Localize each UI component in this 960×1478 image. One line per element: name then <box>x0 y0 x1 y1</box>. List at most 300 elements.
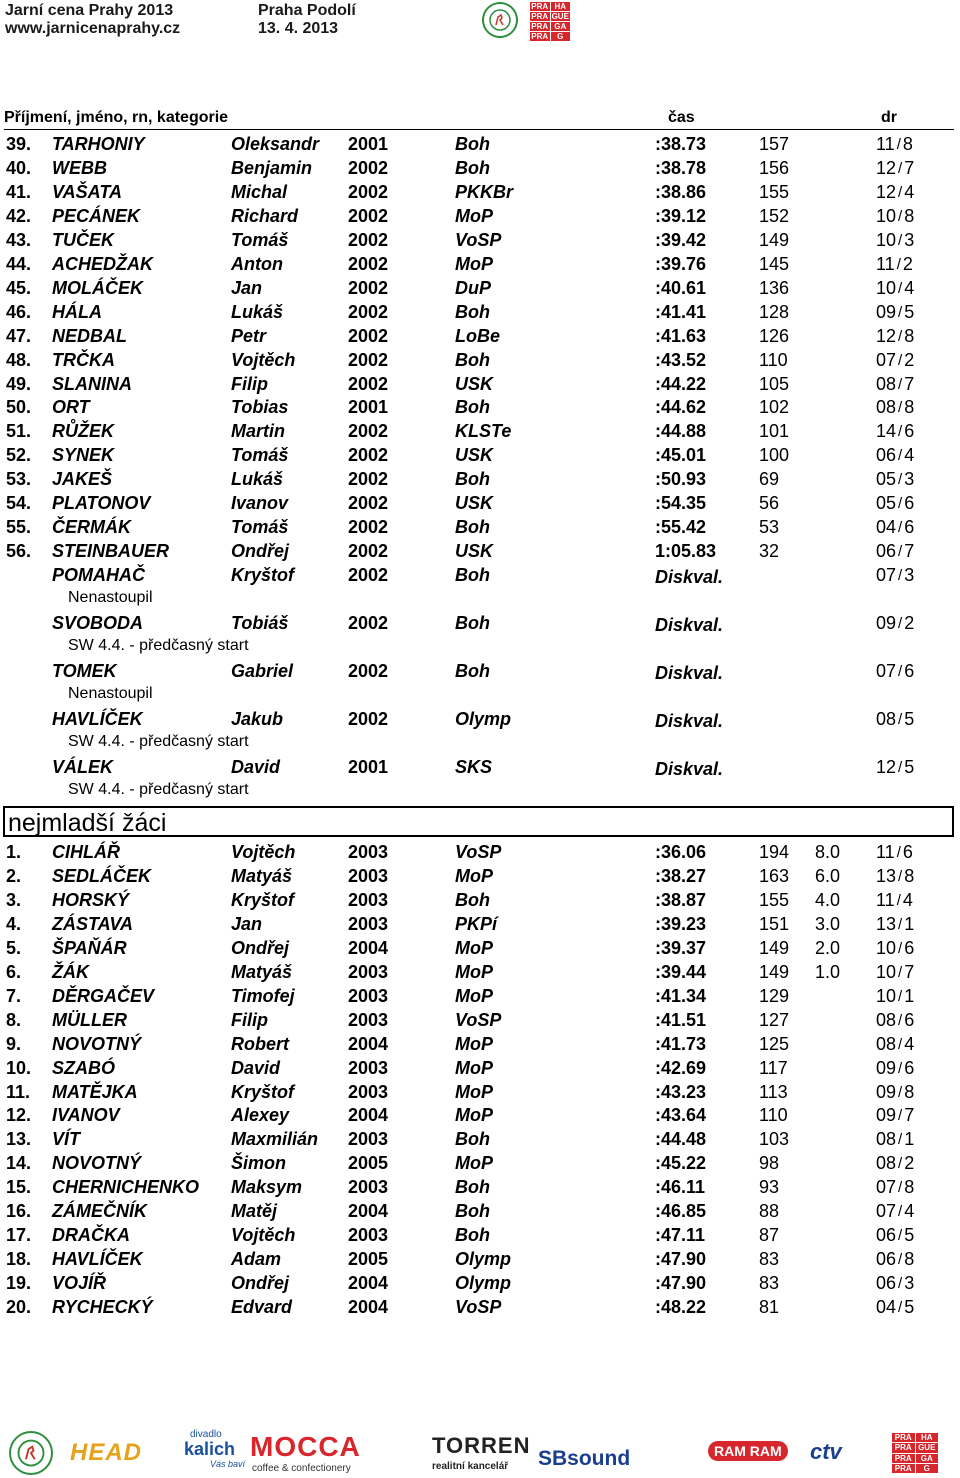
birth-year: 2001 <box>348 757 389 777</box>
time: :39.76 <box>655 254 707 274</box>
heat: 6 <box>904 938 915 958</box>
table-row <box>0 1080 960 1104</box>
sponsor-torren-logo: TORREN <box>432 1433 531 1458</box>
points: 157 <box>759 134 790 154</box>
points: 117 <box>759 1058 788 1078</box>
lane-heat <box>876 204 914 229</box>
heat: 2 <box>904 350 915 370</box>
heat: 4 <box>902 890 913 910</box>
heat: 2 <box>902 254 913 274</box>
birth-year: 2003 <box>348 962 389 982</box>
time: :42.69 <box>655 1058 707 1078</box>
points: 163 <box>759 866 790 886</box>
first-name: Maksym <box>231 1177 303 1197</box>
birth-year: 2003 <box>348 842 389 862</box>
table-row <box>0 1295 960 1319</box>
club: MoP <box>455 206 493 226</box>
lane: 07 <box>876 565 897 585</box>
birth-year: 2004 <box>348 1201 389 1221</box>
birth-year: 2002 <box>348 517 389 537</box>
lane-heat <box>876 252 913 277</box>
lane: 11 <box>876 134 895 154</box>
table-row <box>0 1127 960 1151</box>
lane: 09 <box>876 302 897 322</box>
lane: 08 <box>876 1010 897 1030</box>
rank: 52. <box>6 445 32 465</box>
separator: / <box>898 940 903 957</box>
rank: 4. <box>6 914 22 934</box>
status: Diskval. <box>655 615 724 635</box>
surname: PECÁNEK <box>52 206 141 226</box>
club-emblem-icon <box>482 2 518 38</box>
birth-year: 2002 <box>348 278 389 298</box>
club: MoP <box>455 1058 493 1078</box>
surname: RYCHECKÝ <box>52 1297 153 1317</box>
time: :36.06 <box>655 842 707 862</box>
heat: 7 <box>904 962 915 982</box>
table-row <box>0 539 960 563</box>
table-row <box>0 372 960 396</box>
rank: 54. <box>6 493 32 513</box>
surname: ZÁMEČNÍK <box>52 1201 147 1221</box>
points: 127 <box>759 1010 790 1030</box>
rank: 10. <box>6 1058 32 1078</box>
separator: / <box>898 352 903 369</box>
points: 136 <box>759 278 790 298</box>
time: :41.41 <box>655 302 707 322</box>
separator: / <box>898 1227 903 1244</box>
points: 53 <box>759 517 780 537</box>
table-row <box>0 755 960 779</box>
heat: 6 <box>904 1058 915 1078</box>
lane: 08 <box>876 1129 897 1149</box>
separator: / <box>898 1251 903 1268</box>
birth-year: 2002 <box>348 350 389 370</box>
table-row <box>0 888 960 912</box>
separator: / <box>898 280 903 297</box>
lane-heat <box>876 1175 914 1200</box>
rank: 16. <box>6 1201 32 1221</box>
lane: 12 <box>876 182 897 202</box>
club: Boh <box>455 1201 490 1221</box>
lane-heat <box>876 395 914 420</box>
table-row <box>0 252 960 276</box>
status: Diskval. <box>655 567 724 587</box>
sponsor-torren-sub: realitní kancelář <box>432 1461 509 1472</box>
separator: / <box>898 1155 903 1172</box>
praha-logo-cell: PRA <box>531 32 549 41</box>
rank: 42. <box>6 206 32 226</box>
club: MoP <box>455 866 493 886</box>
surname: SYNEK <box>52 445 115 465</box>
table-row <box>0 324 960 348</box>
lane: 06 <box>876 541 897 561</box>
club: Boh <box>455 890 490 910</box>
first-name: Ondřej <box>231 938 290 958</box>
heat: 7 <box>904 374 915 394</box>
header-divider <box>4 129 954 130</box>
lane: 05 <box>876 469 897 489</box>
praha-logo-cell: HA <box>551 2 571 11</box>
lane-heat <box>876 491 914 516</box>
lane: 11 <box>876 842 895 862</box>
lane: 09 <box>876 1082 897 1102</box>
rank: 19. <box>6 1273 32 1293</box>
points: 149 <box>759 230 790 250</box>
lane-heat <box>876 467 914 492</box>
first-name: Alexey <box>231 1105 290 1125</box>
birth-year: 2002 <box>348 158 389 178</box>
surname: JAKEŠ <box>52 469 113 489</box>
surname: TUČEK <box>52 230 114 250</box>
first-name: Vojtěch <box>231 350 296 370</box>
table-row <box>0 1056 960 1080</box>
birth-year: 2002 <box>348 541 389 561</box>
sponsor-mocca-sub: coffee & confectionery <box>252 1463 351 1474</box>
table-row <box>0 395 960 419</box>
first-name: Tomáš <box>231 230 289 250</box>
surname: HAVLÍČEK <box>52 709 143 729</box>
points: 149 <box>759 938 790 958</box>
first-name: Vojtěch <box>231 1225 296 1245</box>
club: MoP <box>455 1082 493 1102</box>
points: 56 <box>759 493 780 513</box>
first-name: Lukáš <box>231 302 284 322</box>
kangaroo-icon <box>16 1438 46 1468</box>
heat: 4 <box>904 182 915 202</box>
time: :39.12 <box>655 206 707 226</box>
sponsor-kalich-logo: kalich <box>184 1439 236 1459</box>
lane: 12 <box>876 757 897 777</box>
dr-value: 6.0 <box>815 866 841 886</box>
club: Boh <box>455 302 490 322</box>
rank: 41. <box>6 182 32 202</box>
heat: 7 <box>904 1105 915 1125</box>
separator: / <box>898 1275 903 1292</box>
club: PKPí <box>455 914 498 934</box>
surname: VÁLEK <box>52 757 114 777</box>
club: KLSTe <box>455 421 512 441</box>
surname: DĚRGAČEV <box>52 986 155 1006</box>
first-name: Lukáš <box>231 469 284 489</box>
points: 88 <box>759 1201 780 1221</box>
surname: ČERMÁK <box>52 517 131 537</box>
time: :54.35 <box>655 493 707 513</box>
rank: 13. <box>6 1129 32 1149</box>
heat: 8 <box>904 397 915 417</box>
time: :47.90 <box>655 1249 707 1269</box>
table-row <box>0 204 960 228</box>
rank: 55. <box>6 517 32 537</box>
birth-year: 2002 <box>348 302 389 322</box>
sponsor-head-logo: HEAD <box>70 1439 143 1466</box>
praha-logo-cell: HA <box>916 1433 939 1442</box>
separator: / <box>898 1107 903 1124</box>
club: Olymp <box>455 1273 512 1293</box>
lane-heat <box>876 1151 914 1176</box>
lane-heat <box>876 888 913 913</box>
birth-year: 2003 <box>348 986 389 1006</box>
birth-year: 2005 <box>348 1153 389 1173</box>
separator: / <box>896 256 901 273</box>
heat: 8 <box>904 1082 915 1102</box>
points: 113 <box>759 1082 788 1102</box>
surname: TARHONIY <box>52 134 145 154</box>
lane: 08 <box>876 1153 897 1173</box>
lane: 13 <box>876 866 897 886</box>
surname: VOJÍŘ <box>52 1273 107 1293</box>
surname: CHERNICHENKO <box>52 1177 200 1197</box>
rank: 51. <box>6 421 32 441</box>
sponsor-strip <box>0 1425 960 1478</box>
table-row <box>0 563 960 587</box>
table-row <box>0 1032 960 1056</box>
time: :39.44 <box>655 962 707 982</box>
praha-logo <box>892 1433 938 1473</box>
row-note: SW 4.4. - předčasný start <box>68 637 249 654</box>
club: VoSP <box>455 842 502 862</box>
rank: 49. <box>6 374 32 394</box>
points: 105 <box>759 374 790 394</box>
sponsor-kalich-sub: Vás baví <box>210 1459 246 1469</box>
first-name: Tobias <box>231 397 289 417</box>
lane: 05 <box>876 493 897 513</box>
lane: 07 <box>876 1201 897 1221</box>
table-row <box>0 491 960 515</box>
points: 100 <box>759 445 790 465</box>
sponsor-mocca-logo: MOCCA <box>250 1431 361 1462</box>
first-name: Benjamin <box>231 158 313 178</box>
time: :44.62 <box>655 397 707 417</box>
dr-value: 4.0 <box>815 890 841 910</box>
lane-heat <box>876 1247 914 1272</box>
separator: / <box>898 304 903 321</box>
surname: SVOBODA <box>52 613 144 633</box>
table-row <box>0 960 960 984</box>
table-row <box>0 180 960 204</box>
surname: VÍT <box>52 1129 81 1149</box>
separator: / <box>898 916 903 933</box>
heat: 7 <box>904 541 915 561</box>
surname: PLATONOV <box>52 493 151 513</box>
surname: POMAHAČ <box>52 565 145 585</box>
time: :41.51 <box>655 1010 707 1030</box>
praha-logo <box>530 2 570 41</box>
praha-logo-cell: PRA <box>892 1443 915 1452</box>
points: 155 <box>759 182 790 202</box>
lane-heat <box>876 276 914 301</box>
surname: CIHLÁŘ <box>52 842 120 862</box>
lane: 06 <box>876 1273 897 1293</box>
club: Olymp <box>455 1249 512 1269</box>
rank: 18. <box>6 1249 32 1269</box>
table-row <box>0 1271 960 1295</box>
table-row <box>0 228 960 252</box>
birth-year: 2002 <box>348 565 389 585</box>
separator: / <box>898 759 903 776</box>
surname: MÜLLER <box>52 1010 127 1030</box>
heat: 8 <box>904 326 915 346</box>
separator: / <box>898 519 903 536</box>
praha-logo-cell: GUE <box>916 1443 939 1452</box>
surname: DRAČKA <box>52 1225 130 1245</box>
rank: 43. <box>6 230 32 250</box>
praha-logo-cell: G <box>916 1464 939 1473</box>
table-row <box>0 300 960 324</box>
club: Boh <box>455 661 490 681</box>
birth-year: 2004 <box>348 1273 389 1293</box>
category-title: nejmladší žáci <box>3 806 954 837</box>
club: MoP <box>455 938 493 958</box>
points: 155 <box>759 890 790 910</box>
lane: 07 <box>876 350 897 370</box>
time: :41.63 <box>655 326 707 346</box>
surname: ŽÁK <box>52 962 89 982</box>
time: :47.90 <box>655 1273 707 1293</box>
heat: 1 <box>904 1129 915 1149</box>
status: Diskval. <box>655 663 724 683</box>
rank: 53. <box>6 469 32 489</box>
time: :44.22 <box>655 374 707 394</box>
separator: / <box>898 1179 903 1196</box>
surname: HÁLA <box>52 302 102 322</box>
surname: STEINBAUER <box>52 541 170 561</box>
first-name: Oleksandr <box>231 134 320 154</box>
rank: 3. <box>6 890 22 910</box>
club: Boh <box>455 158 490 178</box>
row-note: Nenastoupil <box>68 589 153 606</box>
heat: 8 <box>904 1177 915 1197</box>
praha-logo-cell: PRA <box>531 2 549 11</box>
surname: NOVOTNÝ <box>52 1034 142 1054</box>
heat: 5 <box>904 1297 915 1317</box>
points: 69 <box>759 469 780 489</box>
lane-heat <box>876 840 913 865</box>
dr-value: 2.0 <box>815 938 841 958</box>
time: :44.48 <box>655 1129 707 1149</box>
lane-heat <box>876 1103 914 1128</box>
lane-heat <box>876 419 914 444</box>
praha-logo-cell: G <box>551 32 571 41</box>
heat: 7 <box>904 158 915 178</box>
rank: 50. <box>6 397 32 417</box>
first-name: Ondřej <box>231 1273 290 1293</box>
separator: / <box>898 1036 903 1053</box>
sponsor-kalich-top: divadlo <box>190 1429 222 1440</box>
surname: ORT <box>52 397 90 417</box>
table-row <box>0 659 960 683</box>
points: 102 <box>759 397 790 417</box>
rank: 11. <box>6 1082 31 1102</box>
birth-year: 2003 <box>348 914 389 934</box>
praha-logo-cell: PRA <box>892 1454 915 1463</box>
first-name: Jan <box>231 278 263 298</box>
first-name: Jan <box>231 914 263 934</box>
club: Boh <box>455 397 490 417</box>
birth-year: 2002 <box>348 493 389 513</box>
first-name: Jakub <box>231 709 284 729</box>
time: :44.88 <box>655 421 707 441</box>
birth-year: 2004 <box>348 1105 389 1125</box>
event-website[interactable]: www.jarnicenaprahy.cz <box>5 20 181 37</box>
time: :46.11 <box>655 1177 706 1197</box>
heat: 3 <box>904 565 915 585</box>
surname: WEBB <box>52 158 107 178</box>
points: 152 <box>759 206 790 226</box>
table-row <box>0 348 960 372</box>
heat: 3 <box>904 469 915 489</box>
surname: SZABÓ <box>52 1058 115 1078</box>
club: DuP <box>455 278 491 298</box>
table-row <box>0 840 960 864</box>
lane: 07 <box>876 1177 897 1197</box>
birth-year: 2002 <box>348 469 389 489</box>
table-row <box>0 156 960 180</box>
table-row <box>0 1247 960 1271</box>
lane-heat <box>876 515 914 540</box>
rank: 20. <box>6 1297 32 1317</box>
heat: 6 <box>904 421 915 441</box>
points: 32 <box>759 541 780 561</box>
first-name: Petr <box>231 326 267 346</box>
lane-heat <box>876 1008 914 1033</box>
surname: TOMEK <box>52 661 117 681</box>
first-name: Tomáš <box>231 445 289 465</box>
table-row <box>0 984 960 1008</box>
first-name: Anton <box>231 254 283 274</box>
first-name: Tobiáš <box>231 613 289 633</box>
points: 93 <box>759 1177 780 1197</box>
club: USK <box>455 493 494 513</box>
separator: / <box>898 663 903 680</box>
birth-year: 2003 <box>348 1058 389 1078</box>
first-name: Matyáš <box>231 962 293 982</box>
club: Boh <box>455 469 490 489</box>
heat: 6 <box>902 842 913 862</box>
table-row <box>0 1103 960 1127</box>
heat: 6 <box>904 517 915 537</box>
club: USK <box>455 445 494 465</box>
first-name: Filip <box>231 1010 268 1030</box>
lane-heat <box>876 707 914 732</box>
separator: / <box>896 844 901 861</box>
praha-logo-cell: PRA <box>892 1464 915 1473</box>
event-date: 13. 4. 2013 <box>258 20 339 37</box>
first-name: Martin <box>231 421 285 441</box>
status: Diskval. <box>655 711 724 731</box>
rank: 47. <box>6 326 32 346</box>
table-row <box>0 611 960 635</box>
lane: 12 <box>876 326 897 346</box>
lane-heat <box>876 300 914 325</box>
heat: 2 <box>904 1153 915 1173</box>
separator: / <box>898 208 903 225</box>
points: 129 <box>759 986 790 1006</box>
club: VoSP <box>455 230 502 250</box>
lane-heat <box>876 563 914 588</box>
first-name: Edvard <box>231 1297 293 1317</box>
table-row <box>0 912 960 936</box>
first-name: Vojtěch <box>231 842 296 862</box>
surname: ZÁSTAVA <box>52 914 133 934</box>
separator: / <box>898 495 903 512</box>
points: 81 <box>759 1297 780 1317</box>
lane: 13 <box>876 914 897 934</box>
lane-heat <box>876 659 914 684</box>
column-header-time: čas <box>668 109 695 126</box>
points: 101 <box>759 421 790 441</box>
first-name: Ondřej <box>231 541 290 561</box>
